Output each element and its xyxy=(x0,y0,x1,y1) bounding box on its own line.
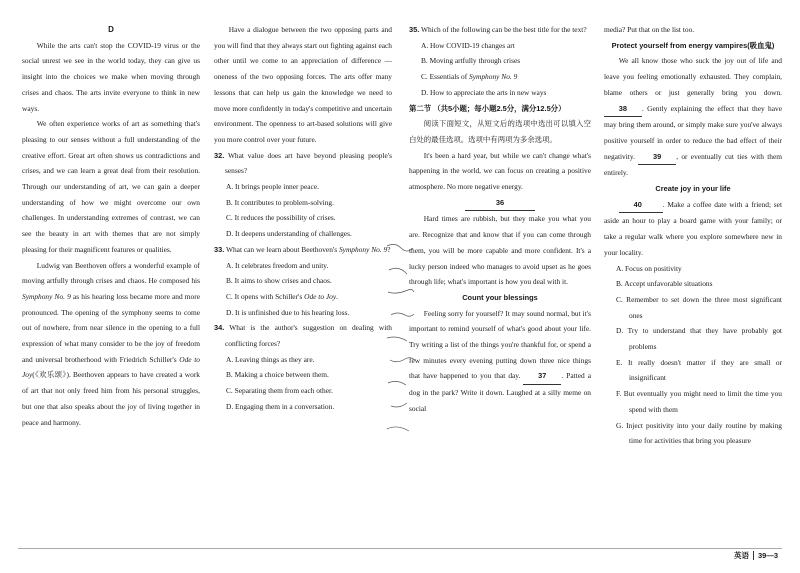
option[interactable]: A. How COVID-19 changes art xyxy=(421,40,515,50)
column-1 xyxy=(22,22,200,430)
option-text-end: . xyxy=(336,291,338,301)
column-2 xyxy=(214,22,392,415)
question-number: 34. xyxy=(214,323,225,333)
work-title: Ode to Joy xyxy=(22,354,200,380)
blank-number: 36 xyxy=(465,195,535,212)
pen-scribble-marks xyxy=(385,240,417,450)
option[interactable]: B. Moving artfully through crises xyxy=(421,56,521,66)
option[interactable]: B. It aims to show crises and chaos. xyxy=(226,276,332,286)
option[interactable]: C. Remember to set down the three most significant ones xyxy=(616,294,782,320)
option[interactable]: A. Leaving things as they are. xyxy=(226,354,315,364)
option[interactable]: G. Inject positivity into your daily routine by making time for activities that bring you pleasure xyxy=(616,420,782,446)
section-letter: D xyxy=(108,25,114,34)
passage-d-para-2: We often experience works of art as something that's pleasing to our senses without a full understanding of the creative effort. Great art often shows us contradictions and crises, and we can learn a great deal from their resolution. Through our understanding of art, we can gain a deeper understanding of how we might overcome our own challenges. In understanding extremes of contrast, we can see the beauty in art with themes that are not simply pleasing for their magnificent features or qualities. xyxy=(22,119,200,254)
subheading-create-joy: Create joy in your life xyxy=(655,184,731,194)
blank-39[interactable]: 39 xyxy=(638,149,676,166)
passage-intro: It's been a hard year, but while we can't change what's happening in the world, we can focus on creating a positive atmosphere. No more negative energy. xyxy=(409,150,591,192)
column-4 xyxy=(604,22,782,449)
question-stem: What can we learn about Beethoven's xyxy=(226,244,339,254)
paragraph-text-end: . Patted a dog in the park? Write it down. Laughed at a silly meme on social xyxy=(409,371,591,413)
option[interactable]: F. But eventually you might need to limit the time you spend with them xyxy=(616,389,782,414)
option[interactable]: C. Separating them from each other. xyxy=(226,386,333,396)
option[interactable]: B. Making a choice between them. xyxy=(226,370,329,380)
para-3-text-b: as his hearing loss became more and more pronounced. The opening of the symphony seems to come out of nowhere, from near silence in the opening to a full expression of what many consider to be the joy of freedom and universal brotherhood with Friedrich Schiller's xyxy=(22,291,200,364)
option[interactable]: B. Accept unfavorable situations xyxy=(616,279,713,289)
blank-37[interactable]: 37 xyxy=(523,368,561,385)
option-text: C. It opens with Schiller's xyxy=(226,291,305,301)
paragraph-text: Feeling sorry for yourself? It may sound normal, but it's important to remind yourself of what's good about your life. Try writing a list of the things you're thankful for, or spend a few minutes every evening putting down three nice things that have happened to you that day. xyxy=(409,308,591,381)
paragraph-text: We all know those who suck the joy out of life and leave you feeling emotionally exhausted. They complain, blame others or just generally bring you down. xyxy=(604,56,782,97)
work-title: Symphony No. 9 xyxy=(469,72,518,82)
blank-36[interactable] xyxy=(409,195,591,212)
subheading-energy-vampires: Protect yourself from energy vampires(吸血鬼) xyxy=(611,40,775,50)
question-stem: What value does art have beyond pleasing people's senses? xyxy=(225,150,393,176)
option[interactable]: D. It deepens understanding of challenges. xyxy=(226,229,352,239)
option[interactable]: D. Engaging them in a conversation. xyxy=(226,401,335,411)
bottom-divider xyxy=(18,548,782,549)
option[interactable]: C. It reduces the possibility of crises. xyxy=(226,213,336,223)
paragraph-38 xyxy=(604,53,782,181)
blank-38[interactable]: 38 xyxy=(604,101,642,118)
paragraph-continued: media? Put that on the list too. xyxy=(604,25,695,34)
question-33 xyxy=(214,242,392,258)
question-35 xyxy=(409,22,591,38)
passage-d-para-1: While the arts can't stop the COVID-19 virus or the social unrest we see in the world today, they can give us insight into the choices we make when moving through crises and chaos. The arts invite everyone to think in new ways. xyxy=(22,40,200,113)
paragraph-text-end: , or eventually cut ties with them entirely. xyxy=(604,151,782,178)
option[interactable]: A. It celebrates freedom and unity. xyxy=(226,260,329,270)
page-footer xyxy=(734,550,778,561)
blank-40[interactable]: 40 xyxy=(619,197,663,214)
option[interactable]: D. Try to understand that they have probably got problems xyxy=(616,326,782,352)
option[interactable]: B. It contributes to problem-solving. xyxy=(226,197,334,207)
subheading-count-blessings: Count your blessings xyxy=(462,292,538,302)
column-3 xyxy=(409,22,591,417)
passage-d-para-3 xyxy=(22,258,200,431)
question-number: 33. xyxy=(214,244,225,254)
work-title: Symphony No. 9 xyxy=(338,244,388,254)
paragraph-text: . Make a coffee date with a friend; set aside an hour to play a board game with your family; or take a regular walk where you explore somewhere new in your locality. xyxy=(604,199,782,257)
option-text: C. Essentials of xyxy=(421,72,470,82)
question-number: 32. xyxy=(214,150,225,160)
para-3-text-c: (《欢乐颂》). Beethoven appears to have created a work of art that not only freed him from his personal struggles, but one that also speaks about the joy of living together in peace and harmony. xyxy=(22,370,200,427)
option[interactable]: D. How to appreciate the arts in new ways xyxy=(421,87,547,97)
question-32 xyxy=(214,148,392,179)
section-2-instructions: 阅读下面短文，从短文后的选项中选出可以填入空白处的最佳选项。选项中有两项为多余选项。 xyxy=(409,119,591,144)
paragraph-37 xyxy=(409,306,591,417)
option[interactable]: D. It is unfinished due to his hearing loss. xyxy=(226,307,350,317)
paragraph-text-mid: . Gently explaining the effect that they have may bring them around, or simply make sure you've always positive yourself in order to reduce the bad effect of their negativity. xyxy=(604,103,782,161)
option[interactable]: A. Focus on positivity xyxy=(616,263,682,273)
option[interactable]: A. It brings people inner peace. xyxy=(226,182,319,192)
option[interactable]: E. It really doesn't matter if they are small or insignificant xyxy=(616,357,782,383)
paragraph-40 xyxy=(604,197,782,261)
option[interactable] xyxy=(409,69,591,85)
paragraph-36: Hard times are rubbish, but they make you what you are. Recognize that and know that if you can come through them, you will be more capable and more confident. It's a lucky person indeed who manages to avoid upset as he goes through life; what's important is how you deal with it. xyxy=(409,214,591,287)
question-stem: Which of the following can be the best title for the text? xyxy=(421,25,587,34)
question-stem: What is the author's suggestion on dealing with conflicting forces? xyxy=(225,323,392,349)
question-34 xyxy=(214,320,392,351)
question-number: 35. xyxy=(409,25,420,34)
passage-d-para-4: Have a dialogue between the two opposing parts and you will find that they always start out fighting against each other until we come to an appreciation of difference — oneness of the two opposing forces. The arts offer many lessons that can help us gain the knowledge we need to move more confidently in today's competitive and uncertain environment. The openness to art-based solutions will give you more control over your future. xyxy=(214,25,392,144)
footer-separator xyxy=(753,551,754,560)
page-number: 39—3 xyxy=(757,551,778,560)
option[interactable] xyxy=(214,289,392,305)
work-title: Ode to Joy xyxy=(304,291,337,301)
question-stem-end: ? xyxy=(387,244,391,254)
work-title: Symphony No. 9 xyxy=(22,291,71,301)
para-3-text-a: Ludwig van Beethoven offers a wonderful example of moving artfully through crises and chaos. He composed his xyxy=(22,260,200,286)
subject-label: 英语 xyxy=(733,551,749,560)
section-2-title: 第二节 （共5小题；每小题2.5分，满分12.5分） xyxy=(409,103,566,113)
